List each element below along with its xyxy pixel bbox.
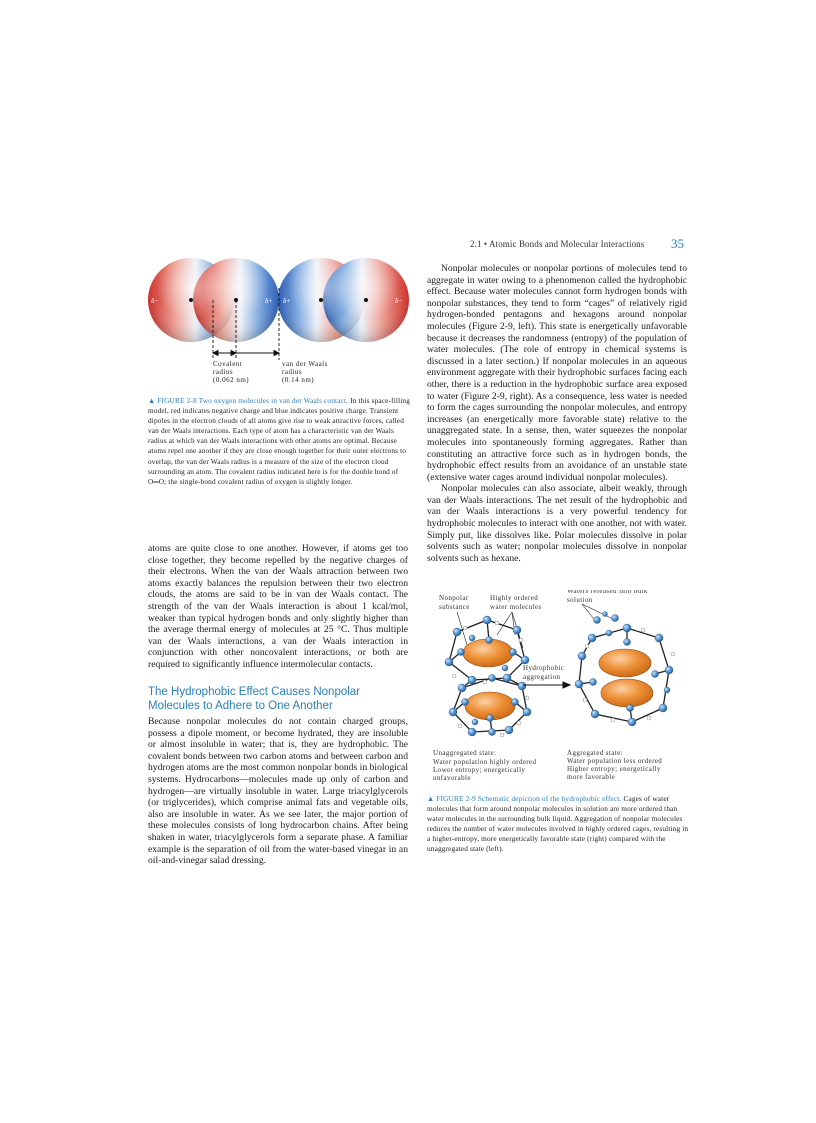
figure-2-8-caption: [148, 396, 410, 487]
label-nonpolar-line1: Nonpolar: [439, 594, 469, 602]
label-ordered-line2: water molecules: [490, 603, 542, 611]
figure-2-9-hydrophobic-effect: [427, 590, 692, 790]
charge-label-3: δ+: [283, 297, 291, 305]
charge-label-4: δ−: [395, 297, 403, 305]
unaggregated-line4: unfavorable: [433, 774, 471, 782]
figure-2-8-caption-body: In this space-filling model, red indicates negative charge and blue indicates positive charge. Transient dipoles in the electron clouds of all atoms give rise to weak attractive forces, called van der Waals interactions. Each type of atom has a characteristic van der Waals radius at which van der Waals interactions with other atoms are optimal. Because atoms repel one another if they are close enough together for their outer electrons to overlap, the van der Waals radius is a measure of the size of the electron cloud surrounding an atom. The covalent radius indicated here is for the double bond of O═O; the single-bond covalent radius of oxygen is slightly longer.: [148, 396, 411, 486]
unaggregated-line1: Unaggregated state:: [433, 749, 497, 757]
charge-label-2: δ+: [265, 297, 273, 305]
vdw-label-line2: radius: [282, 368, 303, 376]
oxygen-molecule-right: [278, 258, 409, 342]
page-number: 35: [671, 236, 684, 251]
aggregated-cage: [575, 612, 675, 727]
aggregated-line4: more favorable: [567, 773, 616, 781]
paragraph-van-der-waals-contact: atoms are quite close to one another. However, if atoms get too close together, they become repelled by the negative charges of their electrons. When the van der Waals attraction between two atoms exactly balances the repulsion between their two electron clouds, the atoms are said to be in van der Waals contact. The strength of the van der Waals interaction is about 1 kcal/mol, weaker than typical hydrogen bonds and only slightly higher than the average thermal energy of molecules at 25 °C. Thus multiple van der Waals interactions, a van der Waals interaction in conjunction with other noncovalent interactions, or both are required to significantly influence intermolecular contacts.: [148, 543, 408, 670]
unaggregated-line3: Lower entropy; energetically: [433, 766, 526, 774]
label-aggregation-line1: Hydrophobic: [523, 664, 565, 672]
running-head: [470, 237, 686, 251]
label-aggregation-line2: aggregation: [523, 673, 561, 681]
oxygen-molecule-left: [148, 258, 279, 342]
aggregated-line3: Higher entropy; energetically: [567, 765, 661, 773]
aggregation-arrow: [523, 682, 570, 688]
figure-2-8-oxygen-model: [140, 258, 415, 390]
vdw-label-line1: van der Waals: [282, 360, 328, 368]
covalent-label-line3: (0.062 nm): [213, 376, 250, 384]
section-heading-line2: Molecules to Adhere to One Another: [148, 699, 333, 712]
paragraph-nonpolar-insoluble: Because nonpolar molecules do not contain charged groups, possess a dipole moment, or become hydrated, they are insoluble or almost insoluble in water; that is, they are hydrophobic. The covalent bonds between two carbon atoms and between carbon and hydrogen atoms are the most common nonpolar bonds in biological systems. Hydrocarbons—molecules made up only of carbon and hydrogen—are virtually insoluble in water. Large triacylglycerols (or triglycerides), which comprise animal fats and vegetable oils, also are insoluble in water. As we see later, the major portion of these molecules consists of long hydrocarbon chains. After being shaken in water, triacylglycerols form a separate phase. A familiar example is the separation of oil from the water-based vinegar in an oil-and-vinegar salad dressing.: [148, 716, 408, 867]
paragraph-hydrophobic-effect: Nonpolar molecules or nonpolar portions of molecules tend to aggregate in water owing to a phenomenon called the hydrophobic effect. Because water molecules cannot form hydrogen bonds with nonpolar substances, they tend to form “cages” of relatively rigid hydrogen-bonded pentagons and hexagons around nonpolar molecules (Figure 2-9, left). This state is energetically unfavorable because it decreases the randomness (entropy) of the population of water molecules. (The role of entropy in chemical systems is discussed in a later section.) If nonpolar molecules in an aqueous environment aggregate with their hydrophobic surfaces facing each other, there is a reduction in the hydrophobic surface area exposed to water (Figure 2-9, right). As a consequence, less water is needed to form the cages surrounding the nonpolar molecules, and entropy increases (an energetically more favorable state) relative to the unaggregated state. In a sense, then, water squeezes the nonpolar molecules into spontaneously forming aggregates. Rather than constituting an attractive force such as in hydrogen bonds, the hydrophobic effect results from an avoidance of an unstable state (extensive water cages around individual nonpolar molecules).: [427, 263, 687, 483]
right-column-text: [427, 263, 687, 564]
left-column-bottom-text: [148, 716, 408, 867]
label-released-line1: Waters released into bulk: [567, 590, 648, 595]
charge-label-1: δ−: [151, 297, 159, 305]
figure-2-9-caption: [427, 794, 689, 855]
left-column-continued-text: [148, 543, 408, 671]
label-ordered-line1: Highly ordered: [490, 594, 539, 602]
covalent-label-line1: Covalent: [213, 360, 243, 368]
figure-2-8-caption-lead: ▲ FIGURE 2-8 Two oxygen molecules in van der Waals contact.: [148, 396, 349, 405]
aggregated-line1: Aggregated state:: [567, 749, 623, 757]
unaggregated-line2: Water population highly ordered: [433, 758, 537, 766]
label-nonpolar-line2: substance: [439, 603, 470, 611]
covalent-label-line2: radius: [213, 368, 234, 376]
vdw-label-line3: (0.14 nm): [282, 376, 315, 384]
figure-2-9-caption-body: Cages of water molecules that form around nonpolar molecules in solution are more ordered than water molecules in the surrounding bulk liquid. Aggregation of nonpolar molecules reduces the number of water molecules involved in highly ordered cages, resulting in a higher-entropy, more energetically favorable state (right) compared with the unaggregated state (left).: [427, 794, 689, 854]
running-head-section: 2.1 • Atomic Bonds and Molecular Interactions: [470, 239, 645, 249]
figure-2-9-caption-lead: ▲ FIGURE 2-9 Schematic depiction of the hydrophobic effect.: [427, 794, 622, 803]
section-heading-line1: The Hydrophobic Effect Causes Nonpolar: [148, 686, 361, 698]
unaggregated-cages: [445, 616, 531, 737]
section-heading: [148, 686, 408, 713]
label-released-line2: solution: [567, 596, 593, 604]
paragraph-van-der-waals-association: Nonpolar molecules can also associate, albeit weakly, through van der Waals interactions. The net result of the hydrophobic and van der Waals interactions is a very powerful tendency for hydrophobic molecules to interact with one another, not with water. Simply put, like dissolves like. Polar molecules dissolve in polar solvents such as water; nonpolar molecules dissolve in nonpolar solvents such as hexane.: [427, 483, 687, 564]
aggregated-line2: Water population less ordered: [567, 757, 663, 765]
